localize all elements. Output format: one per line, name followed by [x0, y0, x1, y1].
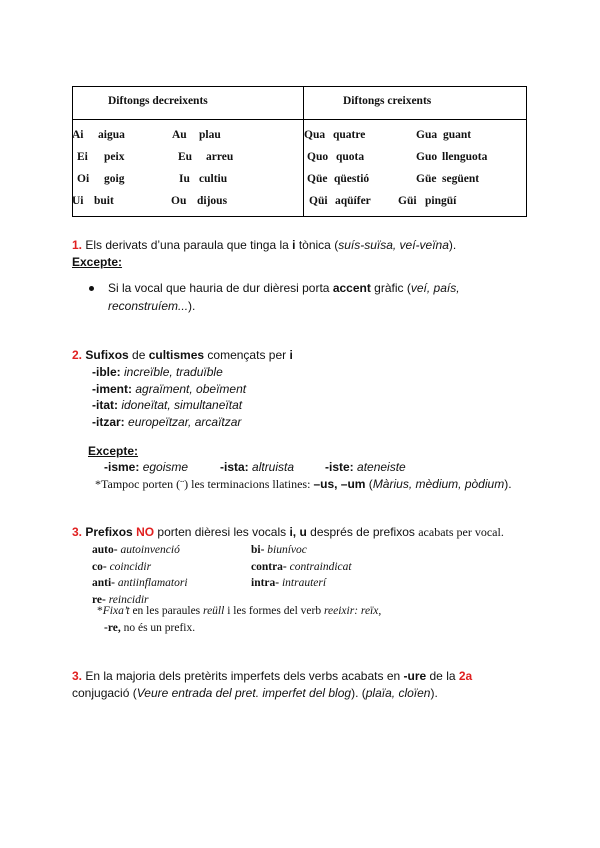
table-header-increasing: Diftongs creixents [343, 95, 432, 107]
list-item: intra- intrauterí [251, 577, 327, 589]
prefix-list-left [92, 542, 188, 608]
suffix-exception-1: -isme: egoisme [104, 460, 189, 474]
rule-number: 3. [72, 525, 83, 539]
rule-1-paragraph: 1. Els derivats d’una paraula que tinga la i tònica (suís-suïsa, veí-veïna). [72, 238, 457, 252]
rule-number: 3. [72, 669, 83, 683]
list-item: contra- contraindicat [251, 560, 352, 573]
exception-bullet-line: Si la vocal que hauria de dur dièresi porta accent gràfic (veí, país, [108, 281, 460, 295]
bullet-icon [89, 286, 94, 291]
suffix-exception-heading: Excepte: [88, 444, 139, 458]
rule-3b-paragraph: 3. En la majoria dels pretèrits imperfets dels verbs acabats en -ure de la 2a [72, 669, 473, 683]
list-item: co- coincidir [92, 560, 152, 573]
suffix-list [92, 364, 246, 430]
list-item: -iment: agraïment, obeïment [92, 381, 247, 396]
table-column-divider [303, 87, 304, 216]
suffix-exception-2: -ista: altruista [220, 460, 295, 474]
list-item: -ible: increïble, traduïble [92, 365, 223, 379]
latin-endings-note: *Tampoc porten (¨) les terminacions llatines: –us, –um (Màrius, mèdium, pòdium). [95, 477, 512, 491]
rule-number: 2. [72, 348, 83, 362]
rule-3-heading: 3. Prefixos NO porten dièresi les vocals i, u després de prefixos acabats per vocal. [72, 525, 504, 539]
list-item: anti- antiinflamatori [92, 577, 188, 589]
rule-number: 1. [72, 238, 83, 252]
prefix-note: *Fixa’t en les paraules reüll i les formes del verb reeixir: reïx, [97, 605, 382, 617]
list-item: -itat: idoneïtat, simultaneïtat [92, 398, 243, 412]
list-item: re- reincidir [92, 593, 149, 606]
rule-3b-paragraph-line-2: conjugació (Veure entrada del pret. imperfet del blog). (plaïa, cloïen). [72, 686, 438, 700]
table-header-decreasing: Diftongs decreixents [108, 95, 208, 107]
list-item: -itzar: europeïtzar, arcaïtzar [92, 414, 242, 429]
exception-heading: Excepte: [72, 255, 123, 269]
exception-bullet-line-2: reconstruíem...). [108, 299, 196, 313]
rule-2-heading: 2. Sufixos de cultismes començats per i [72, 348, 293, 362]
table-header-divider [73, 119, 526, 120]
list-item: bi- biunívoc [251, 544, 307, 556]
suffix-exception-3: -iste: ateneiste [325, 460, 406, 474]
prefix-note-2: -re, no és un prefix. [104, 622, 196, 634]
prefix-list-right [251, 542, 352, 592]
list-item: auto- autoinvenció [92, 544, 180, 556]
